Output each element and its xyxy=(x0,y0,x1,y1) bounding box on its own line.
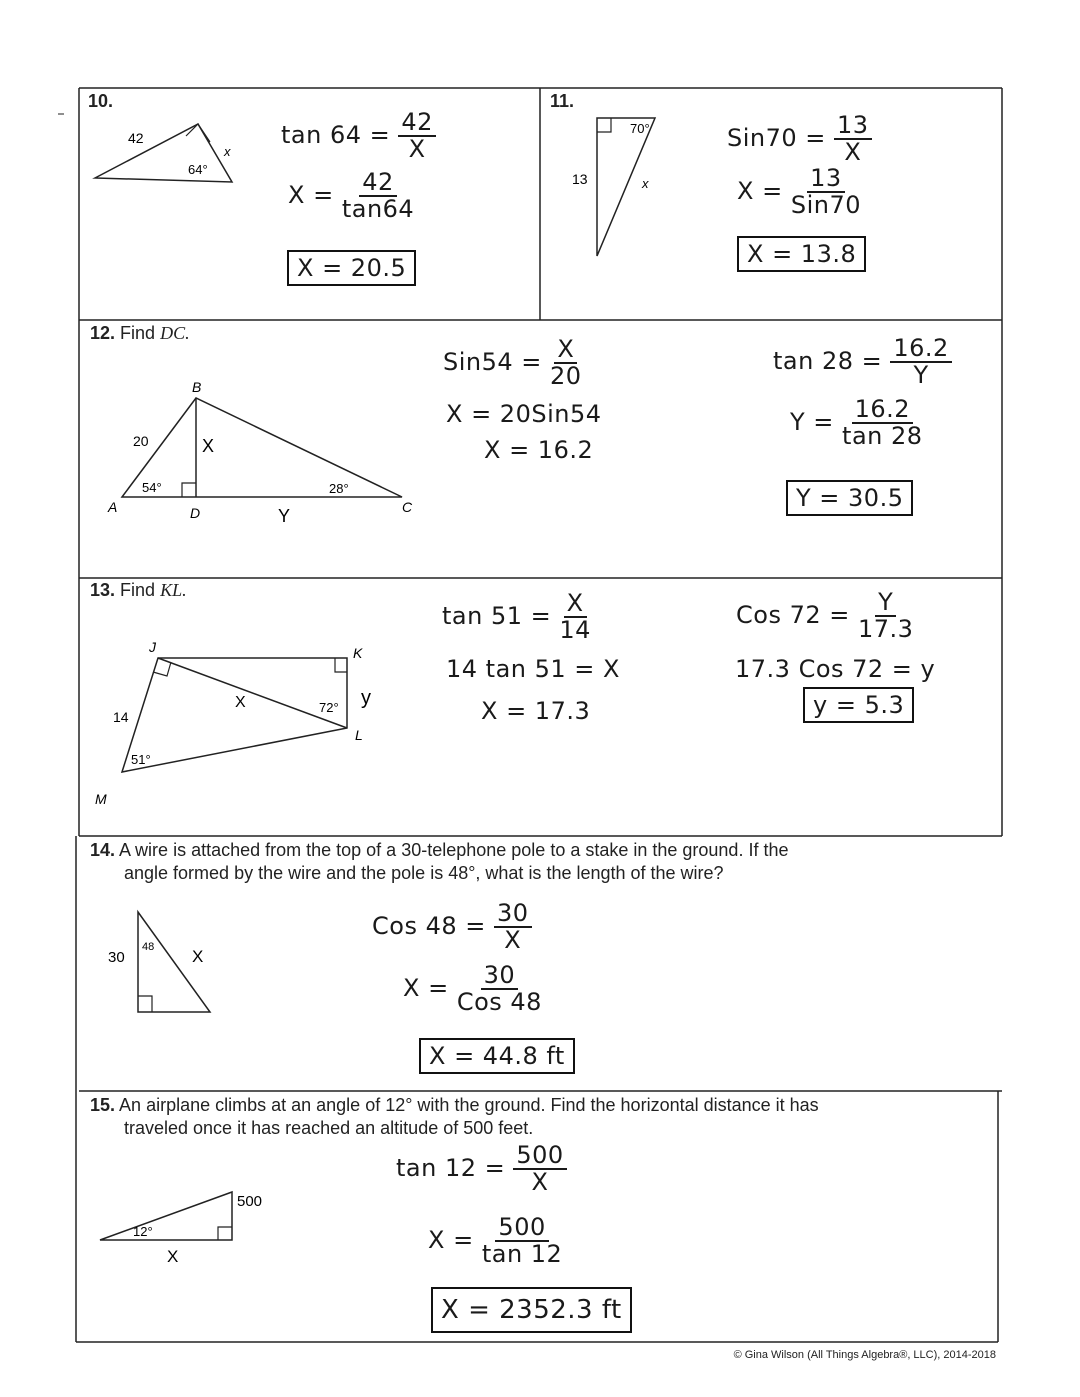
p12-eq4 xyxy=(773,336,952,388)
p12-vertex-c: C xyxy=(402,499,413,515)
p10-eq2 xyxy=(288,170,414,222)
p13-eq4-num: Y xyxy=(875,590,896,617)
p14-eq1-den: X xyxy=(504,926,522,955)
problem-14-line2: angle formed by the wire and the pole is 48°, what is the length of the wire? xyxy=(124,863,724,883)
p11-eq1-num: 13 xyxy=(834,113,872,140)
problem-13-target: KL. xyxy=(160,580,187,600)
p10-eq1-den: X xyxy=(408,135,426,164)
p12-x-label: X xyxy=(202,436,215,456)
problem-13-prompt: Find xyxy=(120,580,156,600)
p13-eq1-den: 14 xyxy=(559,616,591,645)
p11-eq1-den: X xyxy=(844,138,862,167)
p13-answer: y = 5.3 xyxy=(803,687,914,723)
p10-eq1 xyxy=(281,110,436,162)
p14-eq2-left: X = xyxy=(403,974,449,1003)
p14-var-label: X xyxy=(192,947,204,966)
p15-angle-label: 12° xyxy=(133,1224,153,1239)
p14-eq2-den: Cos 48 xyxy=(456,988,542,1017)
p10-answer: X = 20.5 xyxy=(287,250,416,286)
p12-vertex-a: A xyxy=(108,499,118,515)
problem-13-header xyxy=(90,580,187,601)
p13-eq5: 17.3 Cos 72 = y xyxy=(735,655,936,683)
p13-x-label: X xyxy=(235,694,246,711)
p14-eq1-num: 30 xyxy=(494,901,532,928)
p15-eq2-left: X = xyxy=(428,1226,474,1255)
p15-side-label: 500 xyxy=(237,1193,263,1210)
p14-answer: X = 44.8 ft xyxy=(419,1038,575,1074)
problem-11-diagram xyxy=(560,108,680,268)
p12-eq1 xyxy=(443,337,582,389)
problem-12-target: DC. xyxy=(160,323,190,343)
p12-y-label: Y xyxy=(278,506,291,526)
p12-eq4-num: 16.2 xyxy=(890,336,951,363)
problem-12-prompt: Find xyxy=(120,323,156,343)
p13-vertex-l: L xyxy=(355,727,363,743)
p12-eq5-den: tan 28 xyxy=(842,422,923,451)
p15-var-label: X xyxy=(167,1247,179,1266)
p10-eq1-left: tan 64 = xyxy=(281,121,391,150)
p12-eq2: X = 20Sin54 xyxy=(446,400,602,428)
p11-answer: X = 13.8 xyxy=(737,236,866,272)
p14-eq2-num: 30 xyxy=(481,963,519,990)
problem-15-text xyxy=(90,1094,990,1140)
p15-eq2-num: 500 xyxy=(495,1215,548,1242)
p12-eq5-num: 16.2 xyxy=(852,397,913,424)
p14-eq2 xyxy=(403,963,542,1015)
p10-eq2-num: 42 xyxy=(359,170,397,197)
problem-10-diagram xyxy=(80,110,280,190)
p13-y-label: y xyxy=(361,687,371,709)
p11-eq1 xyxy=(727,113,872,165)
p13-vertex-j: J xyxy=(149,639,156,655)
problem-14-text xyxy=(90,839,990,885)
p10-var-label: x xyxy=(224,144,231,159)
p12-eq3: X = 16.2 xyxy=(484,436,594,464)
problem-15-line1: An airplane climbs at an angle of 12° with the ground. Find the horizontal distance it has xyxy=(119,1095,819,1115)
p12-eq5 xyxy=(790,397,923,449)
p13-eq1-num: X xyxy=(564,591,587,618)
problem-14-line1: A wire is attached from the top of a 30-telephone pole to a stake in the ground. If the xyxy=(119,840,789,860)
p11-angle-label: 70° xyxy=(630,121,650,136)
problem-15-line2: traveled once it has reached an altitude of 500 feet. xyxy=(124,1118,534,1138)
p11-var-label: x xyxy=(642,176,649,191)
problem-14-diagram xyxy=(100,900,240,1030)
p13-angle2-label: 72° xyxy=(319,700,339,715)
p13-eq4-left: Cos 72 = xyxy=(736,601,850,630)
problem-13-number: 13. xyxy=(90,580,116,600)
p12-vertex-d: D xyxy=(190,505,201,521)
p13-eq2: 14 tan 51 = X xyxy=(446,655,620,683)
p12-eq1-num: X xyxy=(554,337,577,364)
p10-eq2-den: tan64 xyxy=(341,195,415,224)
problem-12-diagram xyxy=(100,370,440,530)
p13-angle1-label: 51° xyxy=(131,752,151,767)
p10-eq2-left: X = xyxy=(288,181,334,210)
problem-12-number: 12. xyxy=(90,323,116,343)
copyright-footer: © Gina Wilson (All Things Algebra®, LLC), 2014-2018 xyxy=(733,1349,996,1361)
problem-12-header xyxy=(90,323,190,344)
p13-eq4-den: 17.3 xyxy=(858,615,914,644)
p12-side-label: 20 xyxy=(133,433,149,449)
p13-side-label: 14 xyxy=(113,709,129,725)
p12-eq4-left: tan 28 = xyxy=(773,347,883,376)
p11-eq2-num: 13 xyxy=(807,166,845,193)
p12-angle2-label: 28° xyxy=(329,481,349,496)
p12-angle1-label: 54° xyxy=(142,480,162,495)
p12-eq4-den: Y xyxy=(913,361,929,390)
problem-14-number: 14. xyxy=(90,840,116,860)
p13-eq4 xyxy=(736,590,913,642)
p12-answer: Y = 30.5 xyxy=(786,480,913,516)
problem-10-number: 10. xyxy=(88,91,114,111)
p15-eq1-num: 500 xyxy=(513,1143,566,1170)
p12-eq5-left: Y = xyxy=(790,408,834,437)
p12-eq1-left: Sin54 = xyxy=(443,348,542,377)
p10-angle-label: 64° xyxy=(188,162,208,177)
p13-eq1 xyxy=(442,591,591,643)
p13-eq3: X = 17.3 xyxy=(481,697,591,725)
p15-eq1-left: tan 12 = xyxy=(396,1154,506,1183)
problem-13-diagram xyxy=(85,630,405,810)
problem-15-number: 15. xyxy=(90,1095,116,1115)
p11-eq2 xyxy=(737,166,861,218)
p12-vertex-b: B xyxy=(192,379,202,395)
p13-vertex-m: M xyxy=(95,791,107,807)
p11-eq2-left: X = xyxy=(737,177,783,206)
p10-eq1-num: 42 xyxy=(398,110,436,137)
p15-eq1 xyxy=(396,1143,567,1195)
p11-side-label: 13 xyxy=(572,171,588,187)
p14-eq1 xyxy=(372,901,532,953)
problem-15-diagram xyxy=(95,1180,295,1270)
p10-side-label: 42 xyxy=(128,130,144,146)
p15-answer: X = 2352.3 ft xyxy=(431,1287,632,1333)
p11-eq1-left: Sin70 = xyxy=(727,124,826,153)
p15-eq2-den: tan 12 xyxy=(481,1240,563,1269)
p13-vertex-k: K xyxy=(353,645,363,661)
p12-eq1-den: 20 xyxy=(550,362,582,391)
p14-angle-label: 48 xyxy=(142,941,155,953)
p13-eq1-left: tan 51 = xyxy=(442,602,552,631)
p11-eq2-den: Sin70 xyxy=(790,191,861,220)
problem-11-number: 11. xyxy=(550,91,575,111)
p14-eq1-left: Cos 48 = xyxy=(372,912,486,941)
p15-eq2 xyxy=(428,1215,562,1267)
p15-eq1-den: X xyxy=(531,1168,549,1197)
p14-side-label: 30 xyxy=(108,949,125,966)
